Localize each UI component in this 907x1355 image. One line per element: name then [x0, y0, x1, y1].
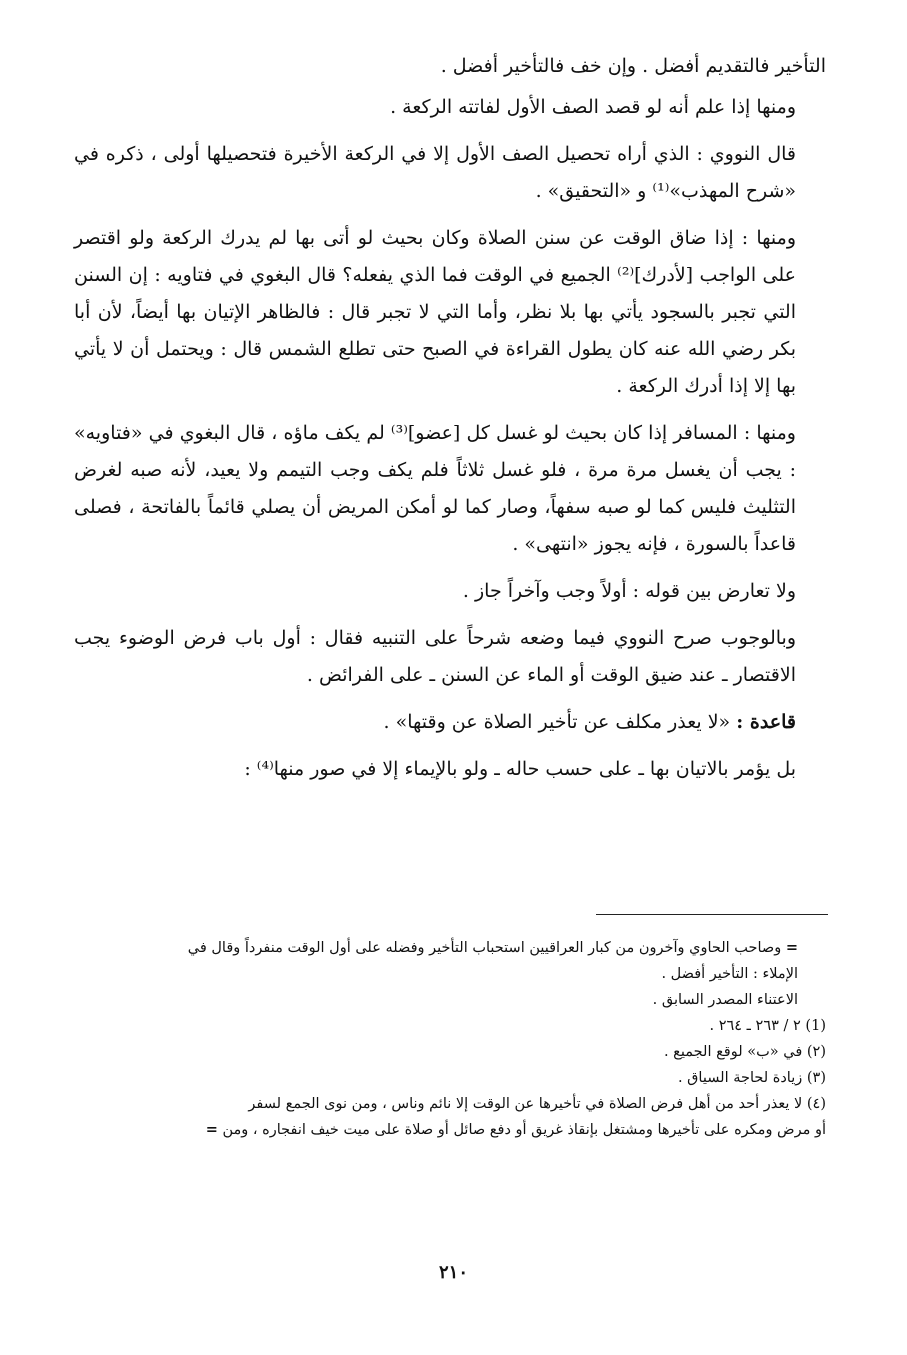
footnote-continuation	[74, 935, 826, 961]
footnote-3: (٣) زيادة لحاجة السياق .	[677, 1070, 826, 1086]
closing-paragraph: بل يؤمر بالاتيان بها ـ على حسب حاله ـ ولو بالإيماء إلا في صور منها⁽⁴⁾ :	[244, 758, 796, 780]
footnote-2: (٢) في «ب» لوقع الجميع .	[663, 1044, 826, 1060]
continuation-line-2: الإملاء : التأخير أفضل .	[661, 966, 798, 982]
main-text	[74, 48, 826, 798]
paragraph-6: ولا تعارض بين قوله : أولاً وجب وآخراً جاز .	[462, 580, 796, 602]
rule-paragraph	[74, 704, 826, 741]
footnote-separator	[596, 914, 828, 915]
continuation-line-3: الاعتناء المصدر السابق .	[652, 992, 798, 1008]
rule-label: قاعدة :	[736, 711, 796, 733]
paragraph-2: ومنها إذا علم أنه لو قصد الصف الأول لفاتته الركعة .	[390, 96, 796, 118]
footnote-4-line-1: (٤) لا يعذر أحد من أهل فرض الصلاة في تأخيرها عن الوقت إلا نائم وناس ، ومن نوى الجمع لسفر	[248, 1096, 826, 1112]
paragraph-3: قال النووي : الذي أراه تحصيل الصف الأول إلا في الركعة الأخيرة فتحصيلها أولى ، ذكره في «شرح المهذب»⁽¹⁾ و «التحقيق» .	[74, 143, 796, 202]
paragraph-5: ومنها : المسافر إذا كان بحيث لو غسل كل [عضو]⁽³⁾ لم يكف ماؤه ، قال البغوي في «فتاويه» : يجب أن يغسل مرة مرة ، فلو غسل ثلاثاً فلم يكف وجب التيمم ولا يعيد، لأنه صبه لغرض التثليث فليس كما لو صبه سفهاً، وصار كما لو أمكن المريض أن يصلي قائماً بالفاتحة ، فصلى قاعداً بالسورة ، فإنه يجوز «انتهى» .	[74, 422, 796, 555]
paragraph-4: ومنها : إذا ضاق الوقت عن سنن الصلاة وكان بحيث لو أتى بها لم يدرك الركعة ولو اقتصر على الواجب [لأدرك]⁽²⁾ الجميع في الوقت فما الذي يفعله؟ قال البغوي في فتاويه : إن السنن التي تجبر بالسجود يأتي بها بلا نظر، وأما التي لا تجبر قال : فالظاهر الإتيان بها أيضاً، لأن أبا بكر رضي الله عنه كان يطول القراءة في الصبح حتى تطلع الشمس قال : ويحتمل أن لا يأتي بها إلا إذا أدرك الركعة .	[74, 227, 796, 397]
paragraph-7: وبالوجوب صرح النووي فيما وضعه شرحاً على التنبيه فقال : أول باب فرض الوضوء يجب الاقتصار ـ عند ضيق الوقت أو الماء عن السنن ـ على الفرائض .	[74, 627, 796, 686]
page-number: ٢١٠	[438, 1262, 468, 1283]
paragraph-1: التأخير فالتقديم أفضل . وإن خف فالتأخير أفضل .	[440, 55, 826, 77]
continuation-marker: =	[785, 939, 798, 956]
footnote-1: (1) ٢ / ٢٦٣ ـ ٢٦٤ .	[709, 1018, 826, 1034]
rule-text: «لا يعذر مكلف عن تأخير الصلاة عن وقتها» .	[383, 711, 731, 733]
continuation-line-1: وصاحب الحاوي وآخرون من كبار العراقيين استحباب التأخير وفضله على أول الوقت منفرداً وقال في	[187, 940, 782, 956]
footnotes	[74, 935, 826, 1143]
footnote-4-line-2	[74, 1117, 826, 1143]
footnote-end-marker: =	[205, 1121, 218, 1138]
footnote-4-text: أو مرض ومكره على تأخيرها ومشتغل بإنقاذ غريق أو دفع صائل أو صلاة على ميت خيف انفجاره ، ومن	[222, 1122, 826, 1138]
